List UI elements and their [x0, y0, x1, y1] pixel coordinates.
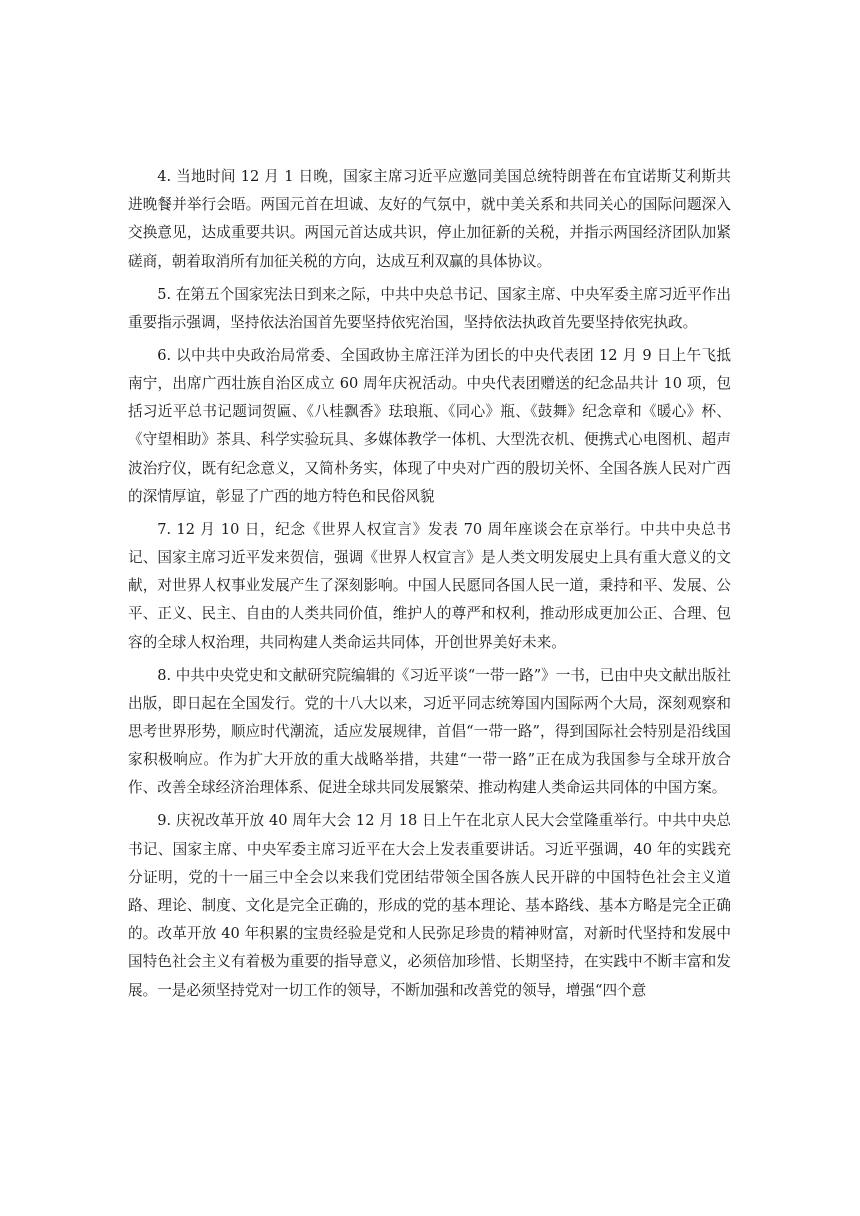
news-item-5: 5. 在第五个国家宪法日到来之际，中共中央总书记、国家主席、中央军委主席习近平作出重要指示强调，坚持依法治国首先要坚持依宪治国，坚持依法执政首先要坚持依宪执政。	[128, 285, 731, 331]
news-item-6: 6. 以中共中央政治局常委、全国政协主席汪洋为团长的中央代表团 12 月 9 日上午飞抵南宁，出席广西壮族自治区成立 60 周年庆祝活动。中央代表团赠送的纪念品共计 10 项，包括习近平总书记题词贺匾、《八桂飘香》珐琅瓶、《同心》瓶、《鼓舞》纪念章和《暖心》杯、《守望相助》茶具、科学实验玩具、多媒体教学一体机、大型洗衣机、便携式心电图机、超声波治疗仪，既有纪念意义，又简朴务实，体现了中央对广西的殷切关怀、全国各族人民对广西的深情厚谊，彰显了广西的地方特色和民俗风貌	[128, 346, 731, 505]
news-item-8: 8. 中共中央党史和文献研究院编辑的《习近平谈“一带一路”》一书，已由中央文献出版社出版，即日起在全国发行。党的十八大以来，习近平同志统筹国内国际两个大局，深刻观察和思考世界形势，顺应时代潮流，适应发展规律，首倡“一带一路”，得到国际社会特别是沿线国家积极响应。作为扩大开放的重大战略举措，共建“一带一路”正在成为我国参与全球开放合作、改善全球经济治理体系、促进全球共同发展繁荣、推动构建人类命运共同体的中国方案。	[128, 666, 731, 797]
news-item-7: 7. 12 月 10 日，纪念《世界人权宣言》发表 70 周年座谈会在京举行。中共中央总书记、国家主席习近平发来贺信，强调《世界人权宣言》是人类文明发展史上具有重大意义的文献，对世界人权事业发展产生了深刻影响。中国人民愿同各国人民一道，秉持和平、发展、公平、正义、民主、自由的人类共同价值，维护人的尊严和权利，推动形成更加公正、合理、包容的全球人权治理，共同构建人类命运共同体，开创世界美好未来。	[128, 520, 731, 651]
news-item-4: 4. 当地时间 12 月 1 日晚，国家主席习近平应邀同美国总统特朗普在布宜诺斯艾利斯共进晚餐并举行会晤。两国元首在坦诚、友好的气氛中，就中美关系和共同关心的国际问题深入交换意见，达成重要共识。两国元首达成共识，停止加征新的关税，并指示两国经济团队加紧磋商，朝着取消所有加征关税的方向，达成互利双赢的具体协议。	[128, 168, 731, 270]
document-body	[128, 163, 731, 1010]
news-item-9: 9. 庆祝改革开放 40 周年大会 12 月 18 日上午在北京人民大会堂隆重举行。中共中央总书记、国家主席、中央军委主席习近平在大会上发表重要讲话。习近平强调，40 年的实践充分证明，党的十一届三中全会以来我们党团结带领全国各族人民开辟的中国特色社会主义道路、理论、制度、文化是完全正确的，形成的党的基本理论、基本路线、基本方略是完全正确的。改革开放 40 年积累的宝贵经验是党和人民弥足珍贵的精神财富，对新时代坚持和发展中国特色社会主义有着极为重要的指导意义，必须倍加珍惜、长期坚持，在实践中不断丰富和发展。一是必须坚持党对一切工作的领导，不断加强和改善党的领导，增强“四个意	[128, 812, 731, 999]
